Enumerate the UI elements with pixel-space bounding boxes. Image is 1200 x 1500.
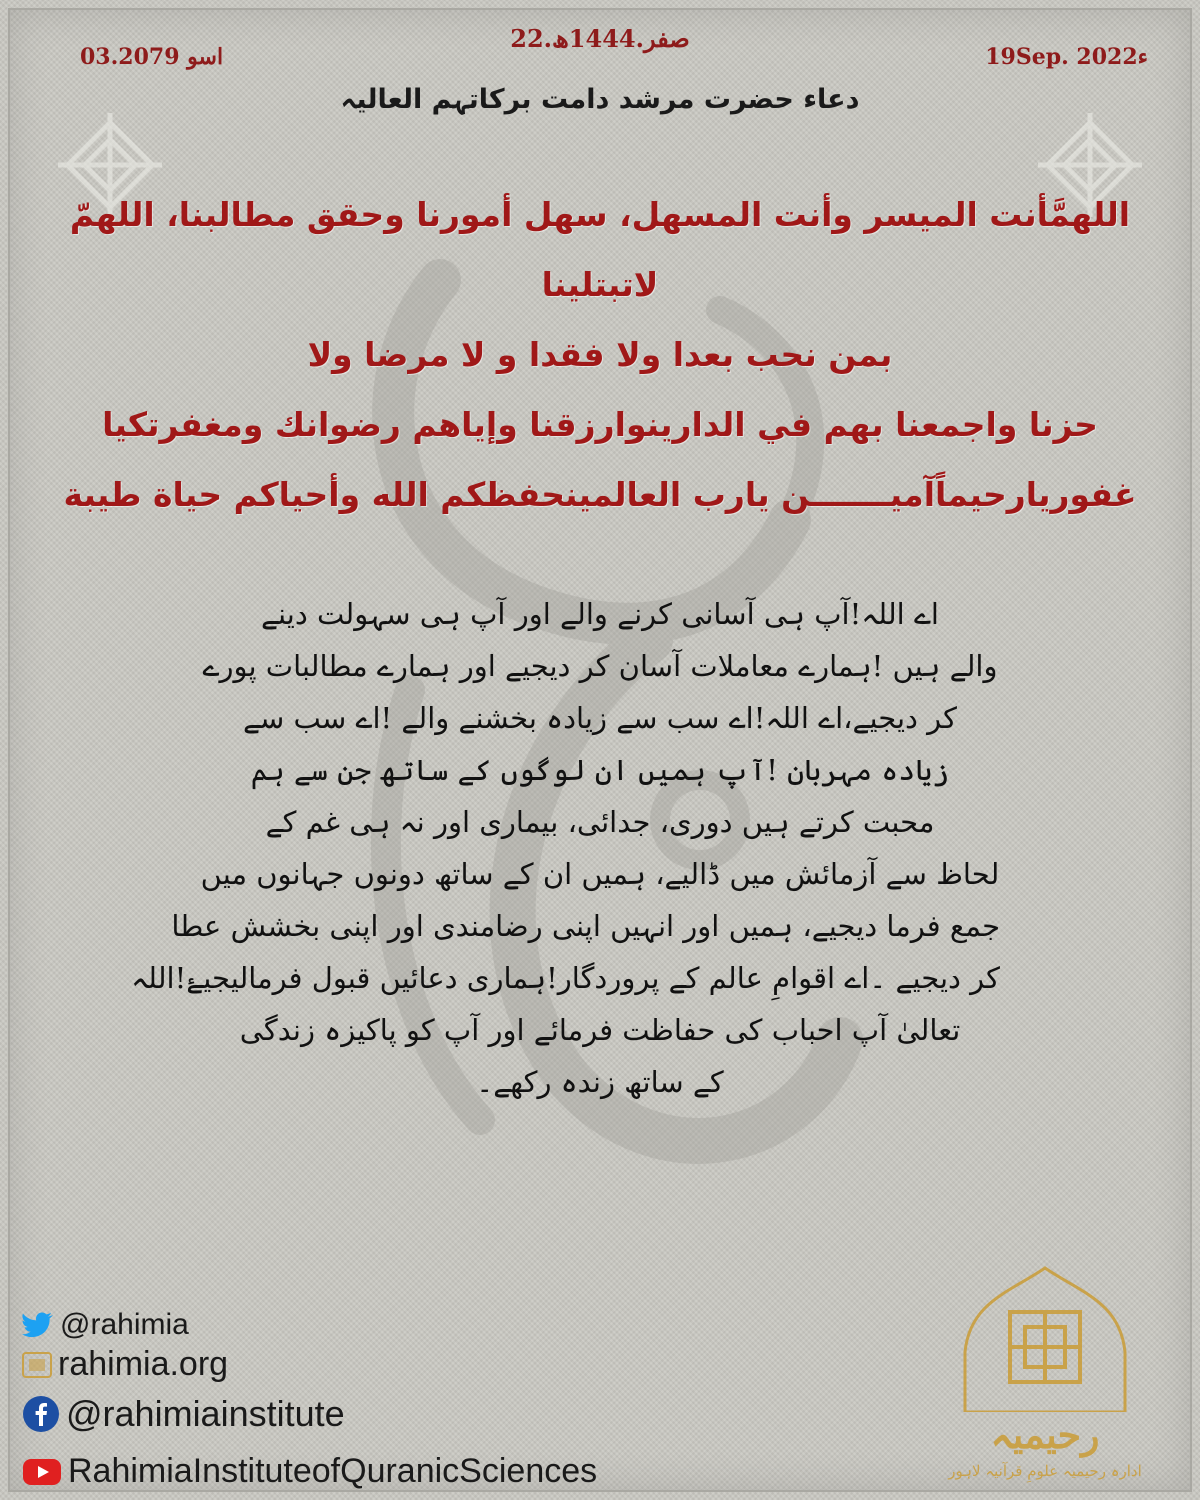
logo-emblem bbox=[930, 1262, 1160, 1412]
twitter-icon bbox=[22, 1311, 54, 1339]
youtube-icon bbox=[22, 1458, 62, 1486]
arabic-line: حزنا واجمعنا بهم في الدارينوارزقنا وإياهم رضوانك ومغفرتكيا bbox=[102, 405, 1098, 444]
urdu-line: محبت کرتے ہیں دوری، جدائی، بیماری اور نہ ہی غم کے bbox=[265, 805, 935, 839]
urdu-translation bbox=[131, 588, 1000, 1108]
twitter-handle: @rahimia bbox=[60, 1308, 189, 1341]
rahimia-logo bbox=[930, 1262, 1160, 1492]
gregorian-date: 19Sep. 2022ء bbox=[985, 44, 1148, 70]
page-title: دعاء حضرت مرشد دامت برکاتہم العالیہ bbox=[340, 84, 860, 115]
arabic-prayer bbox=[60, 180, 1140, 530]
logo-name: رحیمیہ bbox=[990, 1412, 1100, 1457]
urdu-line: جمع فرما دیجیے، ہمیں اور انہیں اپنی رضامندی اور اپنی بخشش عطا bbox=[171, 909, 1000, 943]
globe-icon bbox=[22, 1352, 52, 1378]
arabic-line: غفوريارحيماًآميـــــــن يارب العالمينحفظكم الله وأحياكم حياة طيبة bbox=[63, 475, 1137, 514]
hijri-date: 22.صفر.1444ھ bbox=[510, 24, 690, 53]
logo-subtitle: ادارہ رحیمیہ علومِ قرآنیہ لاہور bbox=[948, 1462, 1142, 1480]
urdu-line: کر دیجیے،اے اللہ!اے سب سے زیادہ بخشنے والے !اے سب سے bbox=[243, 701, 957, 735]
urdu-line: تعالیٰ آپ احباب کی حفاظت فرمائے اور آپ کو پاکیزہ زندگی bbox=[239, 1013, 961, 1047]
facebook-link[interactable] bbox=[22, 1393, 345, 1435]
urdu-line: زیادہ مہربان !آپ ہمیں ان لوگوں کے ساتھ جن سے ہم bbox=[250, 753, 950, 787]
urdu-line: اے اللہ!آپ ہی آسانی کرنے والے اور آپ ہی سہولت دینے bbox=[261, 597, 939, 631]
arabic-line: اللهمَّأنت الميسر وأنت المسهل، سهل أمورنا وحقق مطالبنا، اللهمّ لاتبتلينا bbox=[69, 195, 1131, 304]
youtube-channel: RahimiaInstituteofQuranicSciences bbox=[68, 1452, 598, 1490]
urdu-line: لحاظ سے آزمائش میں ڈالیے، ہمیں ان کے ساتھ دونوں جہانوں میں bbox=[200, 857, 1000, 891]
facebook-icon bbox=[22, 1395, 60, 1433]
urdu-line: والے ہیں !ہمارے معاملات آسان کر دیجیے اور ہمارے مطالبات پورے bbox=[202, 649, 998, 683]
bikrami-date: 03.اسو 2079 bbox=[80, 44, 224, 70]
arabic-line: بمن نحب بعدا ولا فقدا و لا مرضا ولا bbox=[307, 335, 893, 374]
website-url: rahimia.org bbox=[58, 1345, 229, 1383]
facebook-handle: @rahimiainstitute bbox=[66, 1393, 345, 1434]
youtube-link[interactable] bbox=[22, 1452, 597, 1491]
website-link[interactable] bbox=[22, 1345, 228, 1384]
twitter-link[interactable] bbox=[22, 1308, 189, 1342]
urdu-line: کر دیجیے ۔اے اقوامِ عالم کے پروردگار!ہماری دعائیں قبول فرمالیجیۓ!اللہ bbox=[131, 961, 1000, 995]
urdu-line: کے ساتھ زندہ رکھے۔ bbox=[476, 1065, 724, 1099]
